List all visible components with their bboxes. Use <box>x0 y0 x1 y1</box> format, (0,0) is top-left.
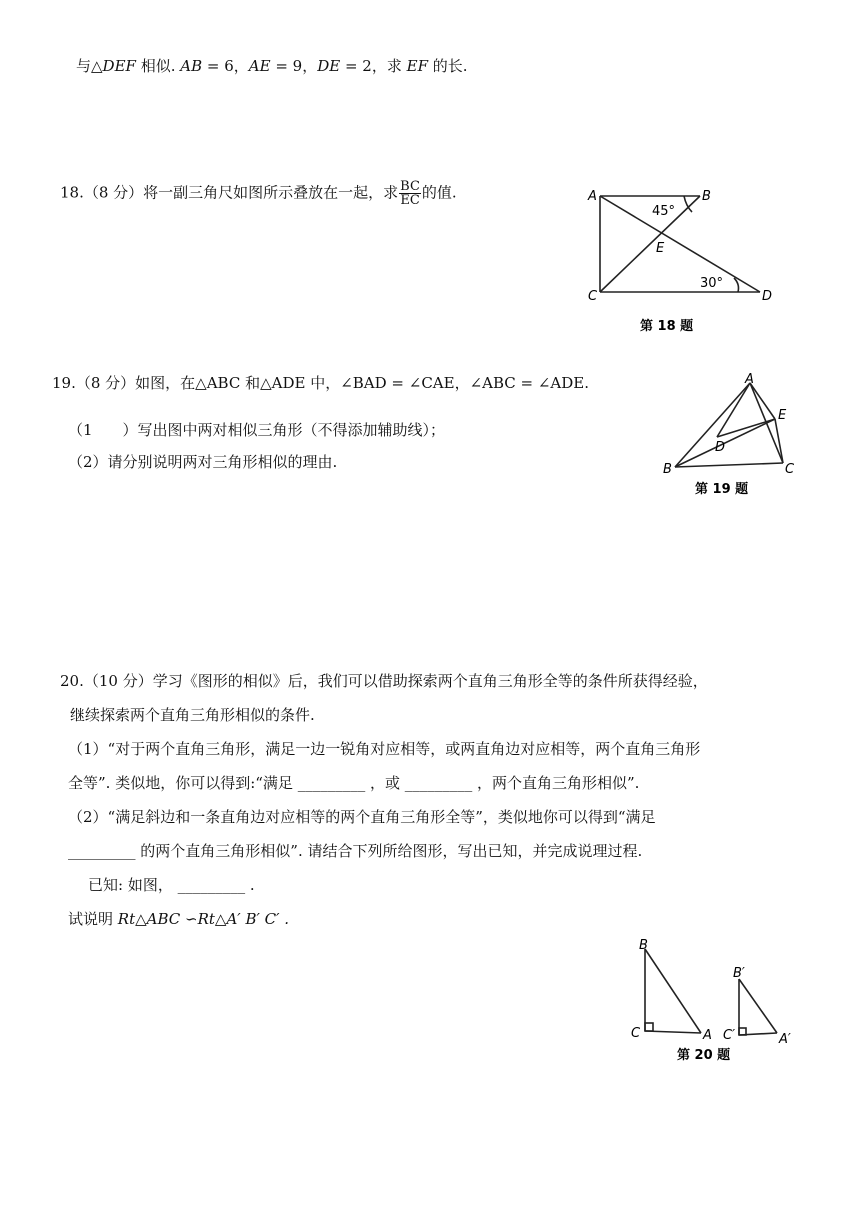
q20-diagram <box>625 935 805 1065</box>
q19-caption: 第 19 题 <box>695 482 749 497</box>
q17-ab-val: = 6， <box>202 57 249 75</box>
q18-text-b: 的值. <box>421 183 457 202</box>
q20-label-c: C <box>631 1026 641 1041</box>
q20-segment-ba <box>645 949 701 1033</box>
q18-label-b: B <box>702 189 711 204</box>
q20-right-angle-c <box>645 1023 653 1031</box>
q19-label-e: E <box>778 408 787 423</box>
q19-label-a: A <box>745 373 754 387</box>
q20-label-a2: A′ <box>779 1032 791 1047</box>
q18-segment-ad <box>600 196 760 292</box>
q20-prove-line <box>68 909 289 929</box>
q18-frac-num: BC <box>400 179 420 194</box>
q20-part2-line1: （2）“满足斜边和一条直角边对应相等的两个直角三角形全等”，类似地你可以得到“满足 <box>68 808 656 826</box>
q18-caption: 第 18 题 <box>640 319 694 334</box>
q19-part1: （1 ）写出图中两对相似三角形（不得添加辅助线）； <box>68 421 446 439</box>
q19-segment-ec <box>775 419 783 463</box>
q18-label-c: C <box>588 289 598 304</box>
q17-prefix: 与△ <box>76 57 103 75</box>
q18-label-a: A <box>588 189 597 204</box>
q17-mid: 相似. <box>135 57 181 75</box>
q20-prove-prefix: 试说明 <box>68 910 118 928</box>
q17-de-val: = 2，求 <box>340 57 407 75</box>
q17-ef: EF <box>406 57 428 75</box>
q19-segment-ab <box>675 383 750 467</box>
q19-stem: 19.（8 分）如图，在△ABC 和△ADE 中，∠BAD = ∠CAE，∠ABC = ∠ADE. <box>52 374 590 392</box>
q18-angle-30-label: 30° <box>700 276 724 291</box>
q17-ae: AE <box>248 57 271 75</box>
q20-part1-line2: 全等”. 类似地，你可以得到:“满足 _________ ，或 _________ ，两个直角三角形相似”. <box>68 774 640 792</box>
q17-tail-line <box>76 56 468 76</box>
q17-suffix: 的长. <box>427 57 468 75</box>
q19-segment-bc <box>675 463 783 467</box>
q18-angle-30-arc <box>734 278 739 292</box>
q19-part2: （2）请分别说明两对三角形相似的理由. <box>68 453 338 471</box>
q18-stem <box>60 180 457 207</box>
q18-frac-den: EC <box>400 193 420 208</box>
q18-segment-cb <box>600 196 700 292</box>
q17-triangle: DEF <box>102 57 136 75</box>
q19-label-d: D <box>715 440 726 455</box>
q20-part2-line2: _________ 的两个直角三角形相似”. 请结合下列所给图形，写出已知，并完成说理过程. <box>68 842 643 860</box>
q18-label-d: D <box>762 289 773 304</box>
q17-de: DE <box>317 57 341 75</box>
q19-label-b: B <box>663 462 672 477</box>
q19-diagram <box>655 373 805 501</box>
q18-fraction <box>399 180 421 207</box>
q20-part1-line1: （1）“对于两个直角三角形，满足一边一锐角对应相等，或两直角边对应相等，两个直角三角形 <box>68 740 701 758</box>
q18-angle-45-label: 45° <box>652 204 676 219</box>
q20-prove-expr: Rt△ABC ∽Rt△A′ B′ C′ . <box>117 910 290 928</box>
q17-ab: AB <box>180 57 203 75</box>
q20-label-b2: B′ <box>733 966 745 981</box>
q20-stem-2: 继续探索两个直角三角形相似的条件. <box>70 706 315 724</box>
q20-stem-1: 20.（10 分）学习《图形的相似》后，我们可以借助探索两个直角三角形全等的条件所获得经验， <box>60 672 708 690</box>
q18-label-e: E <box>656 241 665 256</box>
q20-known: 已知: 如图， _________ . <box>88 876 255 894</box>
q20-figure <box>625 935 805 1065</box>
q19-figure <box>655 373 805 501</box>
q17-ae-val: = 9， <box>270 57 318 75</box>
q18-diagram <box>580 182 790 342</box>
q20-label-a: A <box>703 1028 712 1043</box>
q20-segment-b2a2 <box>739 979 777 1033</box>
q19-label-c: C <box>785 462 795 477</box>
q20-label-c2: C′ <box>723 1028 736 1043</box>
q18-text-a: 18.（8 分）将一副三角尺如图所示叠放在一起，求 <box>60 183 399 202</box>
q20-caption: 第 20 题 <box>677 1048 731 1063</box>
q18-figure <box>580 182 790 342</box>
q20-label-b: B <box>639 938 648 953</box>
